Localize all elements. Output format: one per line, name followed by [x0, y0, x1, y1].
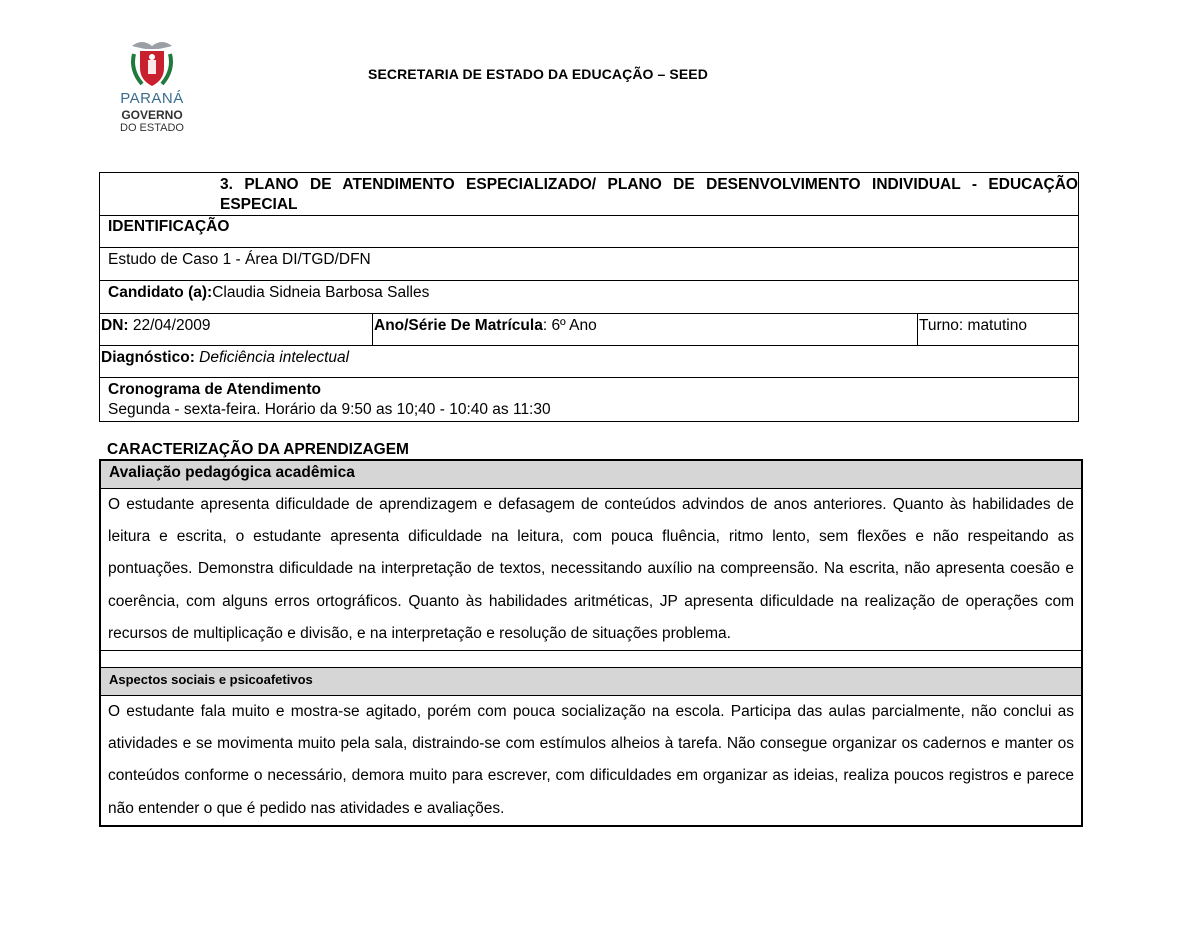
candidato-value: Claudia Sidneia Barbosa Salles — [212, 284, 430, 301]
dn-label: DN: — [101, 317, 129, 334]
diagnostico-row — [100, 346, 1079, 378]
section-divider — [101, 650, 1081, 668]
ano-cell — [373, 314, 918, 346]
diagnostico-label: Diagnóstico: — [101, 349, 195, 366]
ano-value: : 6º Ano — [542, 317, 597, 334]
logo-line1-text: GOVERNO — [121, 108, 183, 122]
turno-cell: Turno: matutino — [918, 314, 1079, 346]
avaliacao-text: O estudante apresenta dificuldade de aprendizagem e defasagem de conteúdos advindos de anos anteriores. Quanto às habilidades de leitura e escrita, o estudante apresenta dificuldade na leitura, com pouca fluência, ritmo lento, sem flexões e não respeitando as pontuações. Demonstra dificuldade na interpretação de textos, necessitando auxílio na compreensão. Na escrita, não apresenta coesão e coerência, com alguns erros ortográficos. Quanto às habilidades aritméticas, JP apresenta dificuldade na realização de operações com recursos de multiplicação e divisão, e na interpretação e resolução de situações problema. — [108, 496, 1074, 642]
dn-value: 22/04/2009 — [128, 317, 211, 334]
page-header-title: SECRETARIA DE ESTADO DA EDUCAÇÃO – SEED — [368, 66, 708, 82]
caracterizacao-box — [99, 459, 1083, 827]
cronograma-label: Cronograma de Atendimento — [108, 381, 321, 398]
cronograma-value: Segunda - sexta-feira. Horário da 9:50 as 10;40 - 10:40 as 11:30 — [108, 401, 551, 418]
ano-label: Ano/Série De Matrícula — [374, 317, 543, 334]
caracterizacao-title: CARACTERIZAÇÃO DA APRENDIZAGEM — [107, 441, 409, 458]
candidato-label: Candidato (a): — [108, 284, 213, 301]
identification-table — [99, 172, 1079, 422]
dn-cell — [100, 314, 373, 346]
identificacao-label: IDENTIFICAÇÃO — [100, 216, 1079, 248]
plan-title: 3. PLANO DE ATENDIMENTO ESPECIALIZADO/ PLANO DE DESENVOLVIMENTO INDIVIDUAL - EDUCAÇÃO ESPECIAL — [100, 173, 1079, 216]
parana-government-logo — [112, 40, 192, 138]
avaliacao-header: Avaliação pedagógica acadêmica — [101, 461, 1081, 489]
estudo-caso-text: Estudo de Caso 1 - Área DI/TGD/DFN — [100, 248, 1079, 281]
parana-crest-icon — [112, 40, 192, 90]
aspectos-text: O estudante fala muito e mostra-se agitado, porém com pouca socialização na escola. Participa das aulas parcialmente, não conclui as atividades e se movimenta muito pela sala, distraindo-se com estímulos alheios à tarefa. Não consegue organizar os cadernos e manter os conteúdos conforme o necessário, demora muito para escrever, com dificuldades em organizar as ideias, realiza poucos registros e parece não entender o que é pedido nas atividades e avaliações. — [108, 703, 1074, 817]
logo-state-text: PARANÁ — [120, 90, 184, 107]
candidato-row — [100, 281, 1079, 314]
logo-line2-text: DO ESTADO — [120, 122, 184, 134]
aspectos-header: Aspectos sociais e psicoafetivos — [101, 668, 1081, 696]
diagnostico-value: Deficiência intelectual — [194, 349, 350, 366]
cronograma-row — [100, 378, 1079, 422]
